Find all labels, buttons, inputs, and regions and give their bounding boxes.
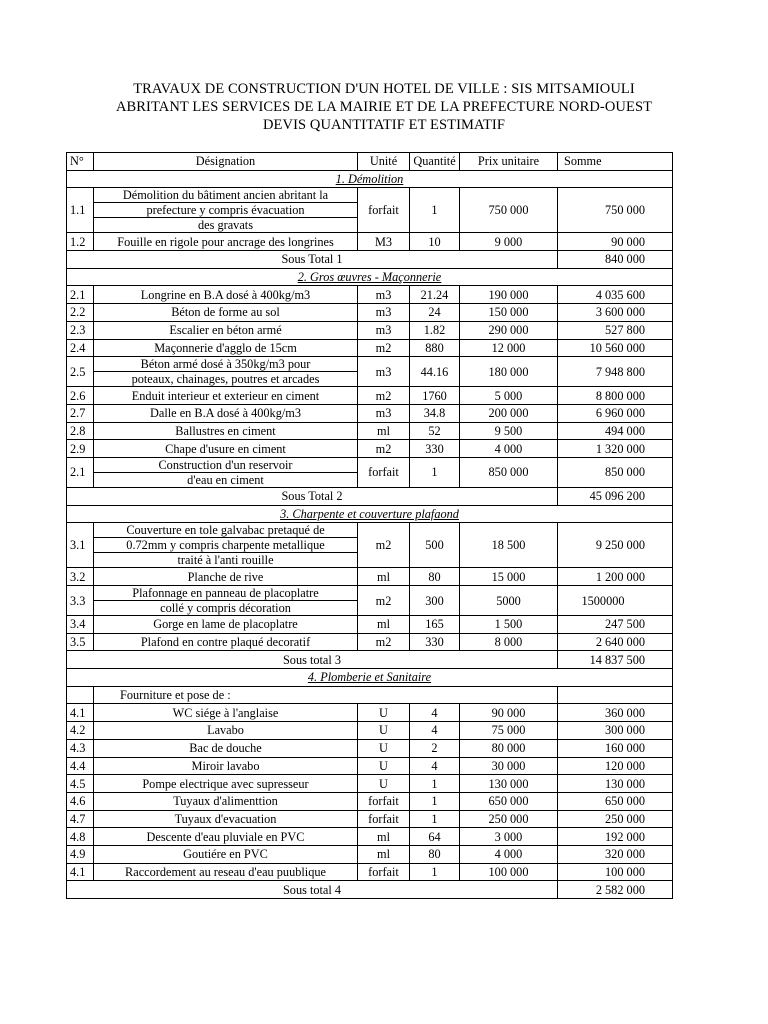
item-designation: Lavabo [94, 722, 358, 740]
item-quantity: 34.8 [410, 404, 460, 422]
subtotal-row [67, 881, 673, 899]
item-number: 2.8 [67, 422, 94, 440]
table-row [67, 568, 673, 586]
item-unit-price: 1 500 [460, 616, 558, 634]
item-unit-price: 130 000 [460, 775, 558, 793]
item-quantity: 80 [410, 568, 460, 586]
item-unit-price: 12 000 [460, 339, 558, 357]
item-quantity: 52 [410, 422, 460, 440]
item-sum: 120 000 [558, 757, 673, 775]
designation-line: collé y compris décoration [94, 600, 357, 615]
item-designation: Descente d'eau pluviale en PVC [94, 828, 358, 846]
subtotal-label: Sous total 3 [67, 651, 558, 669]
item-sum: 10 560 000 [558, 339, 673, 357]
item-quantity: 10 [410, 233, 460, 251]
item-sum: 130 000 [558, 775, 673, 793]
table-row [67, 633, 673, 651]
item-unit-price: 750 000 [460, 188, 558, 233]
item-quantity: 1 [410, 863, 460, 881]
subtotal-value: 45 096 200 [558, 487, 673, 505]
designation-line: poteaux, chainages, poutres et arcades [94, 371, 357, 386]
item-designation: Raccordement au reseau d'eau puublique [94, 863, 358, 881]
item-sum: 4 035 600 [558, 286, 673, 304]
designation-line: 0.72mm y compris charpente metallique [94, 537, 357, 552]
header-unit: Unité [358, 153, 410, 171]
designation-line: traité à l'anti rouille [94, 552, 357, 567]
item-unit-price: 90 000 [460, 704, 558, 722]
table-row [67, 863, 673, 881]
subtotal-row [67, 487, 673, 505]
table-row [67, 828, 673, 846]
table-row [67, 457, 673, 487]
item-sum: 7 948 800 [558, 357, 673, 387]
item-sum: 1 200 000 [558, 568, 673, 586]
item-unit: m2 [358, 523, 410, 568]
item-number: 4.8 [67, 828, 94, 846]
item-unit-price: 80 000 [460, 739, 558, 757]
table-row [67, 188, 673, 233]
item-quantity: 1 [410, 792, 460, 810]
item-number: 2.7 [67, 404, 94, 422]
table-row [67, 739, 673, 757]
item-unit: forfait [358, 457, 410, 487]
item-quantity: 80 [410, 845, 460, 863]
item-number: 2.4 [67, 339, 94, 357]
item-designation: Enduit interieur et exterieur en ciment [94, 387, 358, 405]
item-number: 3.2 [67, 568, 94, 586]
item-number: 2.2 [67, 304, 94, 322]
item-quantity: 330 [410, 440, 460, 458]
item-number: 4.2 [67, 722, 94, 740]
item-unit: m2 [358, 387, 410, 405]
item-number: 3.1 [67, 523, 94, 568]
section-title: 4. Plomberie et Sanitaire [67, 669, 673, 687]
header-num: N° [67, 153, 94, 171]
item-unit-price: 150 000 [460, 304, 558, 322]
empty-cell [558, 686, 673, 704]
item-sum: 527 800 [558, 321, 673, 339]
item-unit: ml [358, 616, 410, 634]
item-designation: Escalier en béton armé [94, 321, 358, 339]
item-unit: ml [358, 845, 410, 863]
item-unit-price: 100 000 [460, 863, 558, 881]
title-line-1: TRAVAUX DE CONSTRUCTION D'UN HOTEL DE VILLE : SIS MITSAMIOULI [133, 81, 635, 97]
item-unit: ml [358, 422, 410, 440]
item-number: 2.5 [67, 357, 94, 387]
item-unit-price: 5 000 [460, 387, 558, 405]
item-sum: 750 000 [558, 188, 673, 233]
item-designation [94, 188, 358, 233]
item-designation: Tuyaux d'alimenttion [94, 792, 358, 810]
item-quantity: 1.82 [410, 321, 460, 339]
empty-cell [67, 686, 94, 704]
item-designation: Miroir lavabo [94, 757, 358, 775]
item-unit: M3 [358, 233, 410, 251]
item-quantity: 1760 [410, 387, 460, 405]
item-unit: m2 [358, 440, 410, 458]
item-designation: Tuyaux d'evacuation [94, 810, 358, 828]
item-unit: forfait [358, 863, 410, 881]
item-unit-price: 190 000 [460, 286, 558, 304]
table-row [67, 792, 673, 810]
item-quantity: 1 [410, 457, 460, 487]
item-unit-price: 4 000 [460, 845, 558, 863]
table-row [67, 321, 673, 339]
item-number: 2.1 [67, 457, 94, 487]
item-number: 3.5 [67, 633, 94, 651]
designation-line: Construction d'un reservoir [158, 457, 293, 472]
item-number: 4.9 [67, 845, 94, 863]
item-number: 4.4 [67, 757, 94, 775]
item-designation [94, 357, 358, 387]
designation-line: prefecture y compris évacuation [94, 202, 357, 217]
estimate-table [66, 152, 673, 899]
item-unit-price: 850 000 [460, 457, 558, 487]
item-unit: m3 [358, 404, 410, 422]
item-quantity: 880 [410, 339, 460, 357]
item-unit-price: 4 000 [460, 440, 558, 458]
item-unit-price: 18 500 [460, 523, 558, 568]
item-sum: 247 500 [558, 616, 673, 634]
item-number: 2.3 [67, 321, 94, 339]
item-unit: m3 [358, 304, 410, 322]
designation-line: Béton armé dosé à 350kg/m3 pour [140, 357, 311, 372]
item-unit: forfait [358, 792, 410, 810]
item-quantity: 4 [410, 722, 460, 740]
table-row [67, 586, 673, 616]
item-quantity: 165 [410, 616, 460, 634]
item-unit-price: 8 000 [460, 633, 558, 651]
item-number: 4.6 [67, 792, 94, 810]
item-unit-price: 650 000 [460, 792, 558, 810]
title-line-2: ABRITANT LES SERVICES DE LA MAIRIE ET DE LA PREFECTURE NORD-OUEST [115, 99, 653, 115]
table-row [67, 233, 673, 251]
table-row [67, 523, 673, 568]
designation-line: Couverture en tole galvabac pretaqué de [126, 523, 325, 538]
item-unit-price: 15 000 [460, 568, 558, 586]
designation-line: d'eau en ciment [94, 472, 357, 487]
item-unit: ml [358, 828, 410, 846]
document-title [0, 80, 768, 134]
item-sum: 90 000 [558, 233, 673, 251]
item-unit: forfait [358, 188, 410, 233]
table-row [67, 757, 673, 775]
item-number: 4.1 [67, 704, 94, 722]
item-sum: 8 800 000 [558, 387, 673, 405]
item-unit: U [358, 775, 410, 793]
section-title: 3. Charpente et couverture plafaond [67, 505, 673, 523]
item-sum: 192 000 [558, 828, 673, 846]
item-unit-price: 9 000 [460, 233, 558, 251]
item-designation: Béton de forme au sol [94, 304, 358, 322]
item-unit-price: 3 000 [460, 828, 558, 846]
item-sum: 6 960 000 [558, 404, 673, 422]
item-sum: 3 600 000 [558, 304, 673, 322]
item-unit-price: 9 500 [460, 422, 558, 440]
item-unit-price: 75 000 [460, 722, 558, 740]
item-unit: m3 [358, 321, 410, 339]
subtotal-label: Sous Total 2 [67, 487, 558, 505]
item-designation: Dalle en B.A dosé à 400kg/m3 [94, 404, 358, 422]
item-unit: m2 [358, 586, 410, 616]
table-row [67, 845, 673, 863]
item-designation: Gorge en lame de placoplatre [94, 616, 358, 634]
item-unit: U [358, 704, 410, 722]
item-number: 2.1 [67, 286, 94, 304]
item-sum: 100 000 [558, 863, 673, 881]
item-quantity: 2 [410, 739, 460, 757]
item-designation: Bac de douche [94, 739, 358, 757]
section-intro: Fourniture et pose de : [94, 686, 558, 704]
item-sum: 1500000 [558, 586, 673, 616]
item-designation [94, 457, 358, 487]
item-quantity: 4 [410, 704, 460, 722]
item-quantity: 64 [410, 828, 460, 846]
table-row [67, 722, 673, 740]
section-title: 2. Gros œuvres - Maçonnerie [67, 268, 673, 286]
item-designation: Longrine en B.A dosé à 400kg/m3 [94, 286, 358, 304]
item-designation: WC siége à l'anglaise [94, 704, 358, 722]
item-quantity: 1 [410, 775, 460, 793]
item-number: 4.5 [67, 775, 94, 793]
header-sum: Somme [558, 153, 673, 171]
table-row [67, 422, 673, 440]
item-number: 4.3 [67, 739, 94, 757]
subtotal-value: 2 582 000 [558, 881, 673, 899]
header-quantity: Quantité [410, 153, 460, 171]
item-designation: Ballustres en ciment [94, 422, 358, 440]
item-unit: U [358, 757, 410, 775]
subtotal-row [67, 251, 673, 269]
item-quantity: 44.16 [410, 357, 460, 387]
item-quantity: 4 [410, 757, 460, 775]
item-quantity: 300 [410, 586, 460, 616]
item-sum: 494 000 [558, 422, 673, 440]
item-quantity: 500 [410, 523, 460, 568]
item-sum: 9 250 000 [558, 523, 673, 568]
subtotal-label: Sous Total 1 [67, 251, 558, 269]
section-title-row [67, 170, 673, 188]
item-unit: forfait [358, 810, 410, 828]
item-unit-price: 180 000 [460, 357, 558, 387]
item-unit-price: 250 000 [460, 810, 558, 828]
item-quantity: 24 [410, 304, 460, 322]
item-sum: 160 000 [558, 739, 673, 757]
item-designation: Chape d'usure en ciment [94, 440, 358, 458]
item-sum: 360 000 [558, 704, 673, 722]
table-row [67, 440, 673, 458]
table-row [67, 339, 673, 357]
item-unit: U [358, 739, 410, 757]
table-row [67, 775, 673, 793]
item-sum: 650 000 [558, 792, 673, 810]
table-row [67, 357, 673, 387]
subtotal-row [67, 651, 673, 669]
subtotal-label: Sous total 4 [67, 881, 558, 899]
title-line-3: DEVIS QUANTITATIF ET ESTIMATIF [262, 117, 506, 133]
item-sum: 850 000 [558, 457, 673, 487]
table-row [67, 810, 673, 828]
item-sum: 320 000 [558, 845, 673, 863]
header-unit-price: Prix unitaire [460, 153, 558, 171]
item-sum: 1 320 000 [558, 440, 673, 458]
table-row [67, 304, 673, 322]
item-unit-price: 200 000 [460, 404, 558, 422]
item-designation: Maçonnerie d'agglo de 15cm [94, 339, 358, 357]
section-title-row [67, 268, 673, 286]
section-title-row [67, 505, 673, 523]
item-number: 3.4 [67, 616, 94, 634]
item-unit: m3 [358, 286, 410, 304]
subtotal-value: 14 837 500 [558, 651, 673, 669]
item-quantity: 1 [410, 188, 460, 233]
section-intro-row [67, 686, 673, 704]
table-header-row [67, 153, 673, 171]
table-row [67, 616, 673, 634]
table-row [67, 404, 673, 422]
item-number: 2.6 [67, 387, 94, 405]
item-unit: m2 [358, 339, 410, 357]
item-quantity: 330 [410, 633, 460, 651]
item-designation: Pompe electrique avec supresseur [94, 775, 358, 793]
item-unit-price: 290 000 [460, 321, 558, 339]
item-unit-price: 5000 [460, 586, 558, 616]
item-quantity: 21.24 [410, 286, 460, 304]
table-body [67, 170, 673, 898]
table-row [67, 704, 673, 722]
item-sum: 250 000 [558, 810, 673, 828]
item-quantity: 1 [410, 810, 460, 828]
item-designation [94, 523, 358, 568]
header-designation: Désignation [94, 153, 358, 171]
item-unit-price: 30 000 [460, 757, 558, 775]
item-designation: Plafond en contre plaqué decoratif [94, 633, 358, 651]
designation-line: Démolition du bâtiment ancien abritant la [122, 188, 329, 203]
item-number: 4.1 [67, 863, 94, 881]
table-row [67, 387, 673, 405]
item-number: 1.2 [67, 233, 94, 251]
item-sum: 300 000 [558, 722, 673, 740]
item-unit: U [358, 722, 410, 740]
item-designation [94, 586, 358, 616]
table-row [67, 286, 673, 304]
item-sum: 2 640 000 [558, 633, 673, 651]
item-designation: Goutiére en PVC [94, 845, 358, 863]
item-unit: ml [358, 568, 410, 586]
designation-line: Plafonnage en panneau de placoplatre [132, 586, 319, 600]
item-designation: Planche de rive [94, 568, 358, 586]
item-unit: m2 [358, 633, 410, 651]
item-number: 2.9 [67, 440, 94, 458]
item-unit: m3 [358, 357, 410, 387]
item-number: 3.3 [67, 586, 94, 616]
designation-line: des gravats [94, 217, 357, 232]
item-number: 4.7 [67, 810, 94, 828]
item-designation: Fouille en rigole pour ancrage des longrines [94, 233, 358, 251]
subtotal-value: 840 000 [558, 251, 673, 269]
section-title-row [67, 669, 673, 687]
item-number: 1.1 [67, 188, 94, 233]
section-title: 1. Démolition [67, 170, 673, 188]
